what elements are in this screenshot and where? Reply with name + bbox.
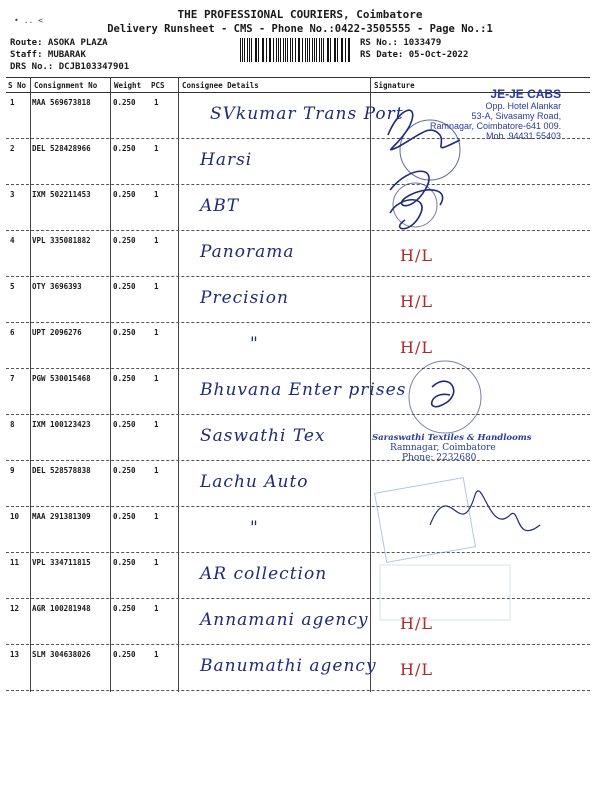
row-sno: 6: [10, 328, 15, 337]
barcode-bar: [349, 38, 350, 62]
row-consignee: Annamani agency: [200, 610, 369, 630]
row-sno: 1: [10, 98, 15, 107]
stamp-phone: Mob. 94431 55403: [486, 131, 562, 141]
row-weight: 0.250: [113, 650, 136, 659]
stamp-address-line: Opp. Hotel Alankar: [485, 101, 562, 111]
stamp-company: Saraswathi Textiles & Handlooms: [372, 433, 532, 443]
barcode-bar: [323, 38, 324, 62]
faded-stamp: [380, 565, 510, 620]
barcode-bar: [276, 38, 277, 62]
row-consignment-no: DEL 528428966: [32, 144, 91, 153]
row-consignment-no: IXM 502211453: [32, 190, 91, 199]
row-pcs: 1: [154, 650, 159, 659]
barcode-bar: [328, 38, 329, 62]
barcode-bar: [299, 38, 300, 62]
row-consignment-no: DEL 528578838: [32, 466, 91, 475]
row-weight: 0.250: [113, 144, 136, 153]
row-sno: 9: [10, 466, 15, 475]
drs-number: DRS No.: DCJB103347901: [10, 62, 130, 72]
signature-scribble: [430, 491, 540, 531]
row-pcs: 1: [154, 420, 159, 429]
row-weight: 0.250: [113, 512, 136, 521]
row-consignment-no: MAA 569673818: [32, 98, 91, 107]
row-signature: H/L: [400, 660, 433, 679]
barcode: [240, 38, 352, 62]
row-consignee: Harsi: [200, 150, 253, 170]
row-pcs: 1: [154, 512, 159, 521]
row-pcs: 1: [154, 282, 159, 291]
row-weight: 0.250: [113, 374, 136, 383]
row-consignee: Saswathi Tex: [200, 426, 326, 446]
barcode-bar: [305, 38, 306, 62]
row-signature: H/L: [400, 614, 433, 633]
row-signature: H/L: [400, 292, 433, 311]
row-consignee: ": [250, 518, 259, 538]
row-consignment-no: AGR 100281948: [32, 604, 91, 613]
stamp-address-line: Ramnagar, Coimbatore-641 009.: [430, 121, 562, 131]
barcode-bar: [240, 38, 241, 62]
row-pcs: 1: [154, 190, 159, 199]
row-consignment-no: IXM 100123423: [32, 420, 91, 429]
row-consignment-no: UPT 2096276: [32, 328, 82, 337]
round-seal: [393, 183, 437, 227]
row-sno: 11: [10, 558, 20, 567]
staff-label: Staff: MUBARAK: [10, 50, 86, 60]
document-header: [0, 8, 600, 36]
row-consignee: Panorama: [200, 242, 295, 262]
col-sno: S No: [8, 81, 27, 90]
barcode-bar: [251, 38, 252, 62]
row-consignee: Precision: [200, 288, 289, 308]
barcode-bar: [247, 38, 248, 62]
col-divider: [178, 77, 179, 692]
stamp-phone: Phone: 2232680: [402, 453, 477, 463]
row-pcs: 1: [154, 236, 159, 245]
scan-mark: • .. <: [14, 16, 43, 25]
col-divider: [30, 77, 31, 692]
row-sno: 13: [10, 650, 20, 659]
row-pcs: 1: [154, 374, 159, 383]
stamp-address-line: Ramnagar, Coimbatore: [390, 443, 496, 453]
stamp-company: JE-JE CABS: [490, 87, 562, 101]
row-consignee: Bhuvana Enter prises: [200, 380, 407, 400]
row-sno: 8: [10, 420, 15, 429]
barcode-bar: [337, 38, 338, 62]
col-consignee: Consignee Details: [182, 81, 259, 90]
row-pcs: 1: [154, 466, 159, 475]
row-weight: 0.250: [113, 420, 136, 429]
row-weight: 0.250: [113, 466, 136, 475]
col-signature: Signature: [374, 81, 415, 90]
row-consignee: Lachu Auto: [200, 472, 309, 492]
col-weight: Weight: [114, 81, 142, 90]
col-pcs: PCS: [151, 81, 165, 90]
signatures-overlay: [370, 95, 598, 695]
row-weight: 0.250: [113, 282, 136, 291]
row-consignment-no: VPL 334711815: [32, 558, 91, 567]
signature-scribble: [388, 110, 460, 150]
row-weight: 0.250: [113, 98, 136, 107]
signature-scribble: [432, 381, 454, 406]
row-consignment-no: VPL 335081882: [32, 236, 91, 245]
col-consignment: Consignment No: [34, 81, 98, 90]
row-sno: 7: [10, 374, 15, 383]
header-rule-top: [6, 77, 590, 78]
row-pcs: 1: [154, 144, 159, 153]
barcode-bar: [255, 38, 256, 62]
faded-stamp: [375, 478, 476, 563]
row-consignee: SVkumar Trans Port: [210, 104, 404, 124]
row-consignment-no: MAA 291381309: [32, 512, 91, 521]
runsheet-subtitle: Delivery Runsheet - CMS - Phone No.:0422-3505555 - Page No.:1: [107, 23, 493, 35]
row-signature: H/L: [400, 246, 433, 265]
row-sno: 3: [10, 190, 15, 199]
row-consignment-no: SLM 304638026: [32, 650, 91, 659]
row-sno: 4: [10, 236, 15, 245]
row-weight: 0.250: [113, 604, 136, 613]
row-sno: 12: [10, 604, 20, 613]
row-pcs: 1: [154, 98, 159, 107]
rs-number: RS No.: 1033479: [360, 38, 442, 48]
row-weight: 0.250: [113, 190, 136, 199]
barcode-bar: [292, 38, 293, 62]
row-consignee: ABT: [200, 196, 240, 216]
company-title: THE PROFESSIONAL COURIERS, Coimbatore: [177, 8, 423, 21]
round-seal: [409, 361, 481, 433]
barcode-bar: [335, 38, 336, 62]
barcode-bar: [312, 38, 313, 62]
row-pcs: 1: [154, 558, 159, 567]
row-pcs: 1: [154, 604, 159, 613]
barcode-bar: [283, 38, 284, 62]
route-label: Route: ASOKA PLAZA: [10, 38, 108, 48]
barcode-bar: [342, 38, 343, 62]
row-weight: 0.250: [113, 558, 136, 567]
row-consignee: Banumathi agency: [200, 656, 377, 676]
stamp-address-line: 53-A, Sivasamy Road,: [471, 111, 562, 121]
row-weight: 0.250: [113, 236, 136, 245]
barcode-bar: [316, 38, 317, 62]
barcode-bar: [266, 38, 267, 62]
row-signature: H/L: [400, 338, 433, 357]
barcode-bar: [273, 38, 274, 62]
row-consignment-no: OTY 3696393: [32, 282, 82, 291]
rs-date: RS Date: 05-Oct-2022: [360, 50, 469, 60]
row-consignee: ": [250, 334, 259, 354]
round-seal: [400, 120, 460, 180]
row-consignment-no: PGW 530015468: [32, 374, 91, 383]
row-consignee: AR collection: [200, 564, 328, 584]
row-sno: 2: [10, 144, 15, 153]
row-weight: 0.250: [113, 328, 136, 337]
row-sno: 5: [10, 282, 15, 291]
barcode-bar: [258, 38, 259, 62]
row-pcs: 1: [154, 328, 159, 337]
barcode-bar: [290, 38, 291, 62]
col-divider: [110, 77, 111, 692]
row-sno: 10: [10, 512, 20, 521]
